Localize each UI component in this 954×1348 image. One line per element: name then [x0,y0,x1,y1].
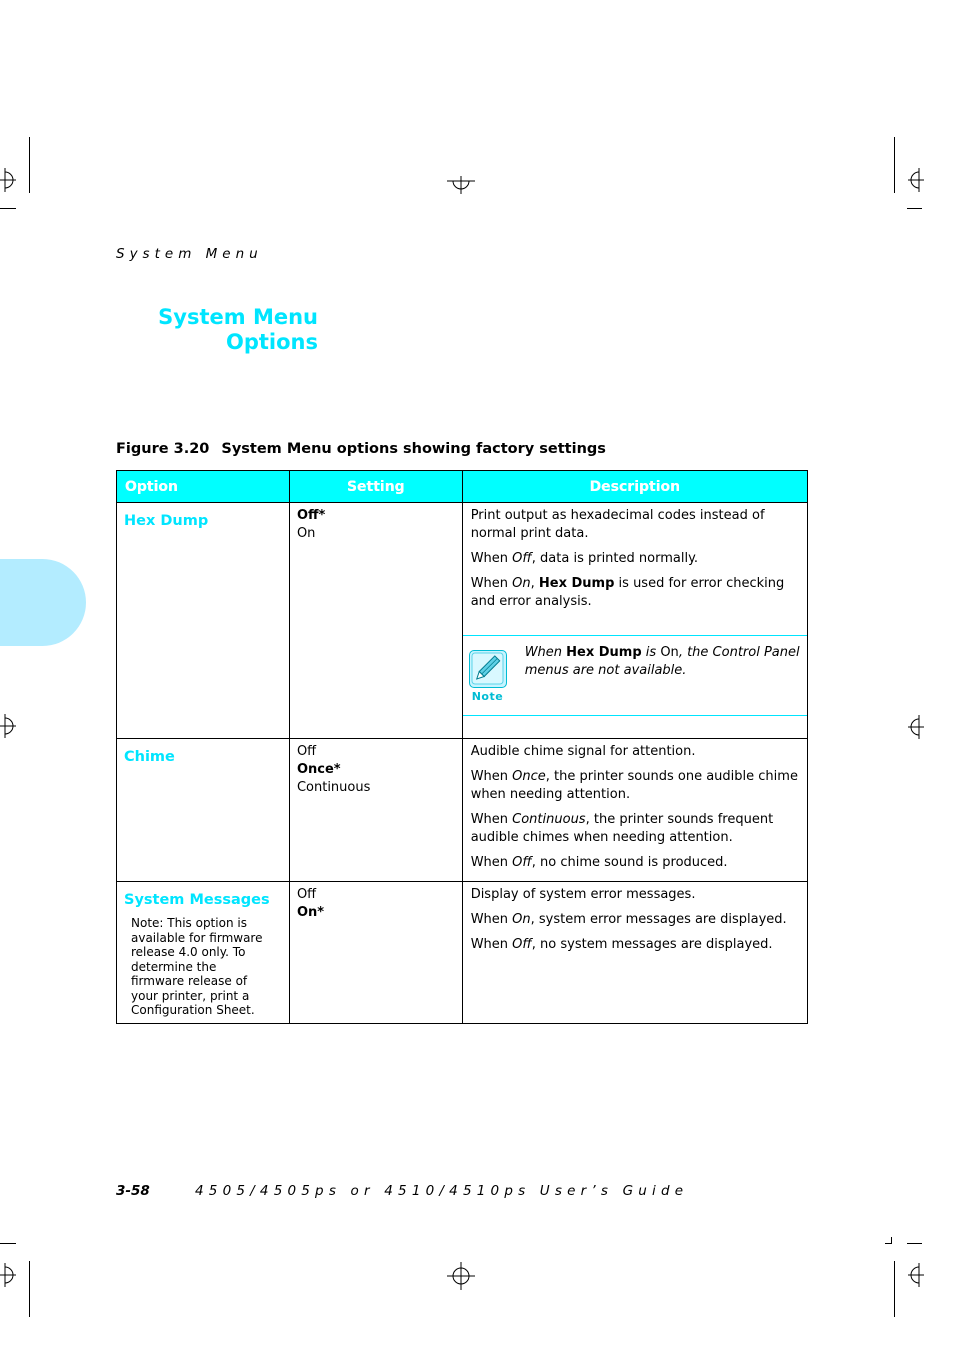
crop-mark [29,137,30,193]
pencil-note-icon [469,650,507,688]
option-name-hex-dump: Hex Dump [124,513,209,529]
description-text: When Continuous, the printer sounds frequent audible chimes when needing attention. [470,812,774,845]
figure-caption-text: System Menu options showing factory settings [221,441,606,457]
description-cell [462,882,807,1024]
running-head: System Menu [116,246,263,262]
crop-mark [29,1261,30,1317]
setting-cell [289,503,462,739]
section-title-line1: System Menu [158,305,318,329]
options-table [116,470,808,1024]
setting-cell [289,739,462,882]
section-title [158,305,318,355]
setting-value: Off [296,744,317,759]
option-name-chime: Chime [124,749,175,765]
option-cell [117,882,290,1024]
option-cell [117,503,290,739]
setting-value: On [296,526,316,541]
crop-mark [907,208,922,209]
note-box [463,635,807,716]
description-text: When Off, no chime sound is produced. [470,855,728,870]
crop-mark [894,1261,895,1317]
registration-mark [0,1263,16,1287]
header-setting: Setting [289,471,462,503]
header-option: Option [117,471,290,503]
option-note: Note: This option is available for firmware release 4.0 only. To determine the firmware release of your printer, print a Configuration Sheet. [131,916,263,1017]
description-cell [462,503,807,739]
crop-mark [894,137,895,193]
section-title-line2: Options [226,330,318,354]
setting-cell [289,882,462,1024]
description-cell [462,739,807,882]
registration-mark [906,1263,924,1287]
description-text: When On, system error messages are displayed. [470,912,787,927]
registration-mark [0,168,16,192]
description-text: When Once, the printer sounds one audible chime when needing attention. [470,769,798,802]
figure-caption [116,441,606,457]
registration-mark [0,714,16,738]
setting-value: Off [296,887,317,902]
registration-mark [906,715,924,739]
setting-value-default: Once* [296,762,341,777]
crop-mark [891,1237,892,1244]
description-text: When Off, data is printed normally. [470,551,699,566]
table-row [117,739,808,882]
registration-mark [447,176,475,194]
description-text: Print output as hexadecimal codes instead of normal print data. [470,508,765,541]
option-cell [117,739,290,882]
registration-mark [906,168,924,192]
description-text: When Off, no system messages are displayed. [470,937,773,952]
chapter-tab [0,559,86,646]
page-number: 3-58 [116,1183,150,1199]
option-name-system-messages: System Messages [124,892,270,908]
note-text: When Hex Dump is On, the Control Panel menus are not available. [524,645,800,678]
footer-title: 4505/4505ps or 4510/4510ps User’s Guide [195,1183,689,1199]
header-description: Description [462,471,807,503]
crop-mark [0,1243,16,1244]
setting-value-default: On* [296,905,325,920]
registration-mark [447,1262,475,1290]
setting-value: Continuous [296,780,371,795]
crop-mark [907,1243,922,1244]
description-text: Display of system error messages. [470,887,696,902]
description-text: Audible chime signal for attention. [470,744,696,759]
figure-number: Figure 3.20 [116,441,210,457]
table-row [117,882,808,1024]
table-header-row [117,471,808,503]
setting-value-default: Off* [296,508,326,523]
table-row [117,503,808,739]
note-label: Note [471,690,504,703]
description-text: When On, Hex Dump is used for error checking and error analysis. [470,576,785,609]
crop-mark [0,208,16,209]
